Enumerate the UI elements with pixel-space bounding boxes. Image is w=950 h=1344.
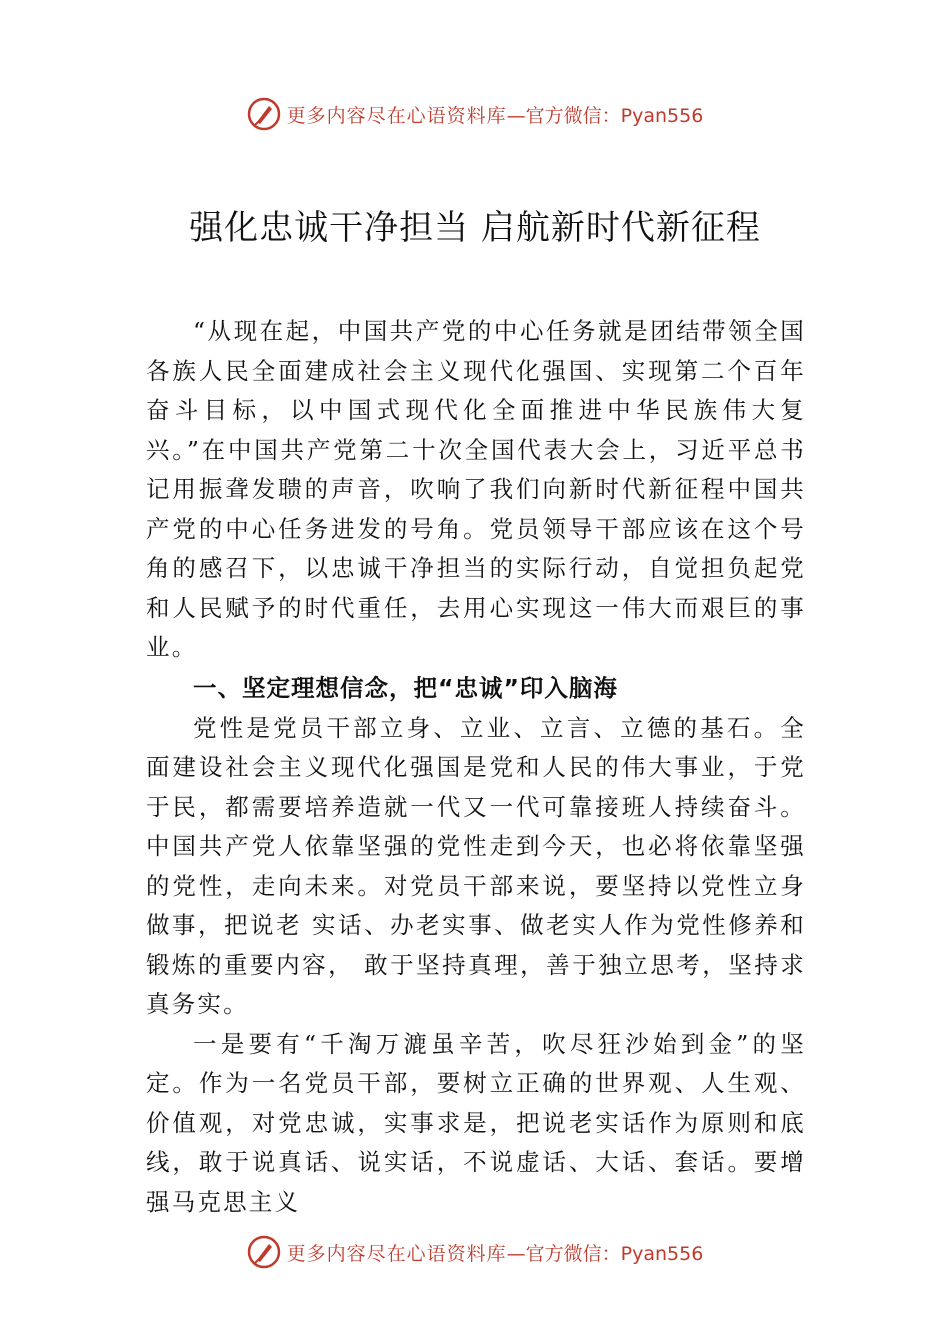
body-paragraph: 一是要有“千淘万漉虽辛苦，吹尽狂沙始到金”的坚定。作为一名党员干部，要树立正确的世界观、人生观、价值观，对党忠诚，实事求是，把说老实话作为原则和底线，敢于说真话、说实话，不说虚话、大话、套话。要增强马克思主义	[146, 1029, 806, 1216]
document-title: 强化忠诚干净担当 启航新时代新征程	[189, 208, 761, 248]
banner-wechat-text: —官方微信：Pyan556	[506, 1242, 704, 1265]
footer-banner	[0, 1230, 950, 1274]
section-heading: 一、坚定理想信念，把“忠诚”印入脑海	[193, 673, 618, 702]
header-banner	[0, 92, 950, 136]
body-paragraph: 党性是党员干部立身、立业、立言、立德的基石。全面建设社会主义现代化强国是党和人民的伟大事业，于党于民，都需要培养造就一代又一代可靠接班人持续奋斗。中国共产党人依靠坚强的党性走到今天，也必将依靠坚强的党性，走向未来。对党员干部来说，要坚持以党性立身做事，把说老 实话、办老实事、做老实人作为党性修养和锻炼的重要内容， 敢于坚持真理，善于独立思考，坚持求真务实。	[146, 713, 806, 1018]
banner-wechat-text: —官方微信：Pyan556	[506, 104, 704, 127]
intro-paragraph: “从现在起，中国共产党的中心任务就是团结带领全国各族人民全面建成社会主义现代化强国、实现第二个百年奋斗目标，以中国式现代化全面推进中华民族伟大复兴。”在中国共产党第二十次全国代表大会上，习近平总书记用振聋发聩的声音，吹响了我们向新时代新征程中国共产党的中心任务进发的号角。党员领导干部应该在这个号角的感召下，以忠诚干净担当的实际行动，自觉担负起党和人民赋予的时代重任，去用心实现这一伟大而艰巨的事业。	[146, 317, 806, 661]
document-body	[146, 312, 806, 1222]
pen-logo-icon	[247, 97, 281, 131]
banner-library-text: 更多内容尽在心语资料库	[286, 1242, 507, 1265]
pen-logo-icon	[247, 1235, 281, 1269]
banner-library-text: 更多内容尽在心语资料库	[286, 104, 507, 127]
